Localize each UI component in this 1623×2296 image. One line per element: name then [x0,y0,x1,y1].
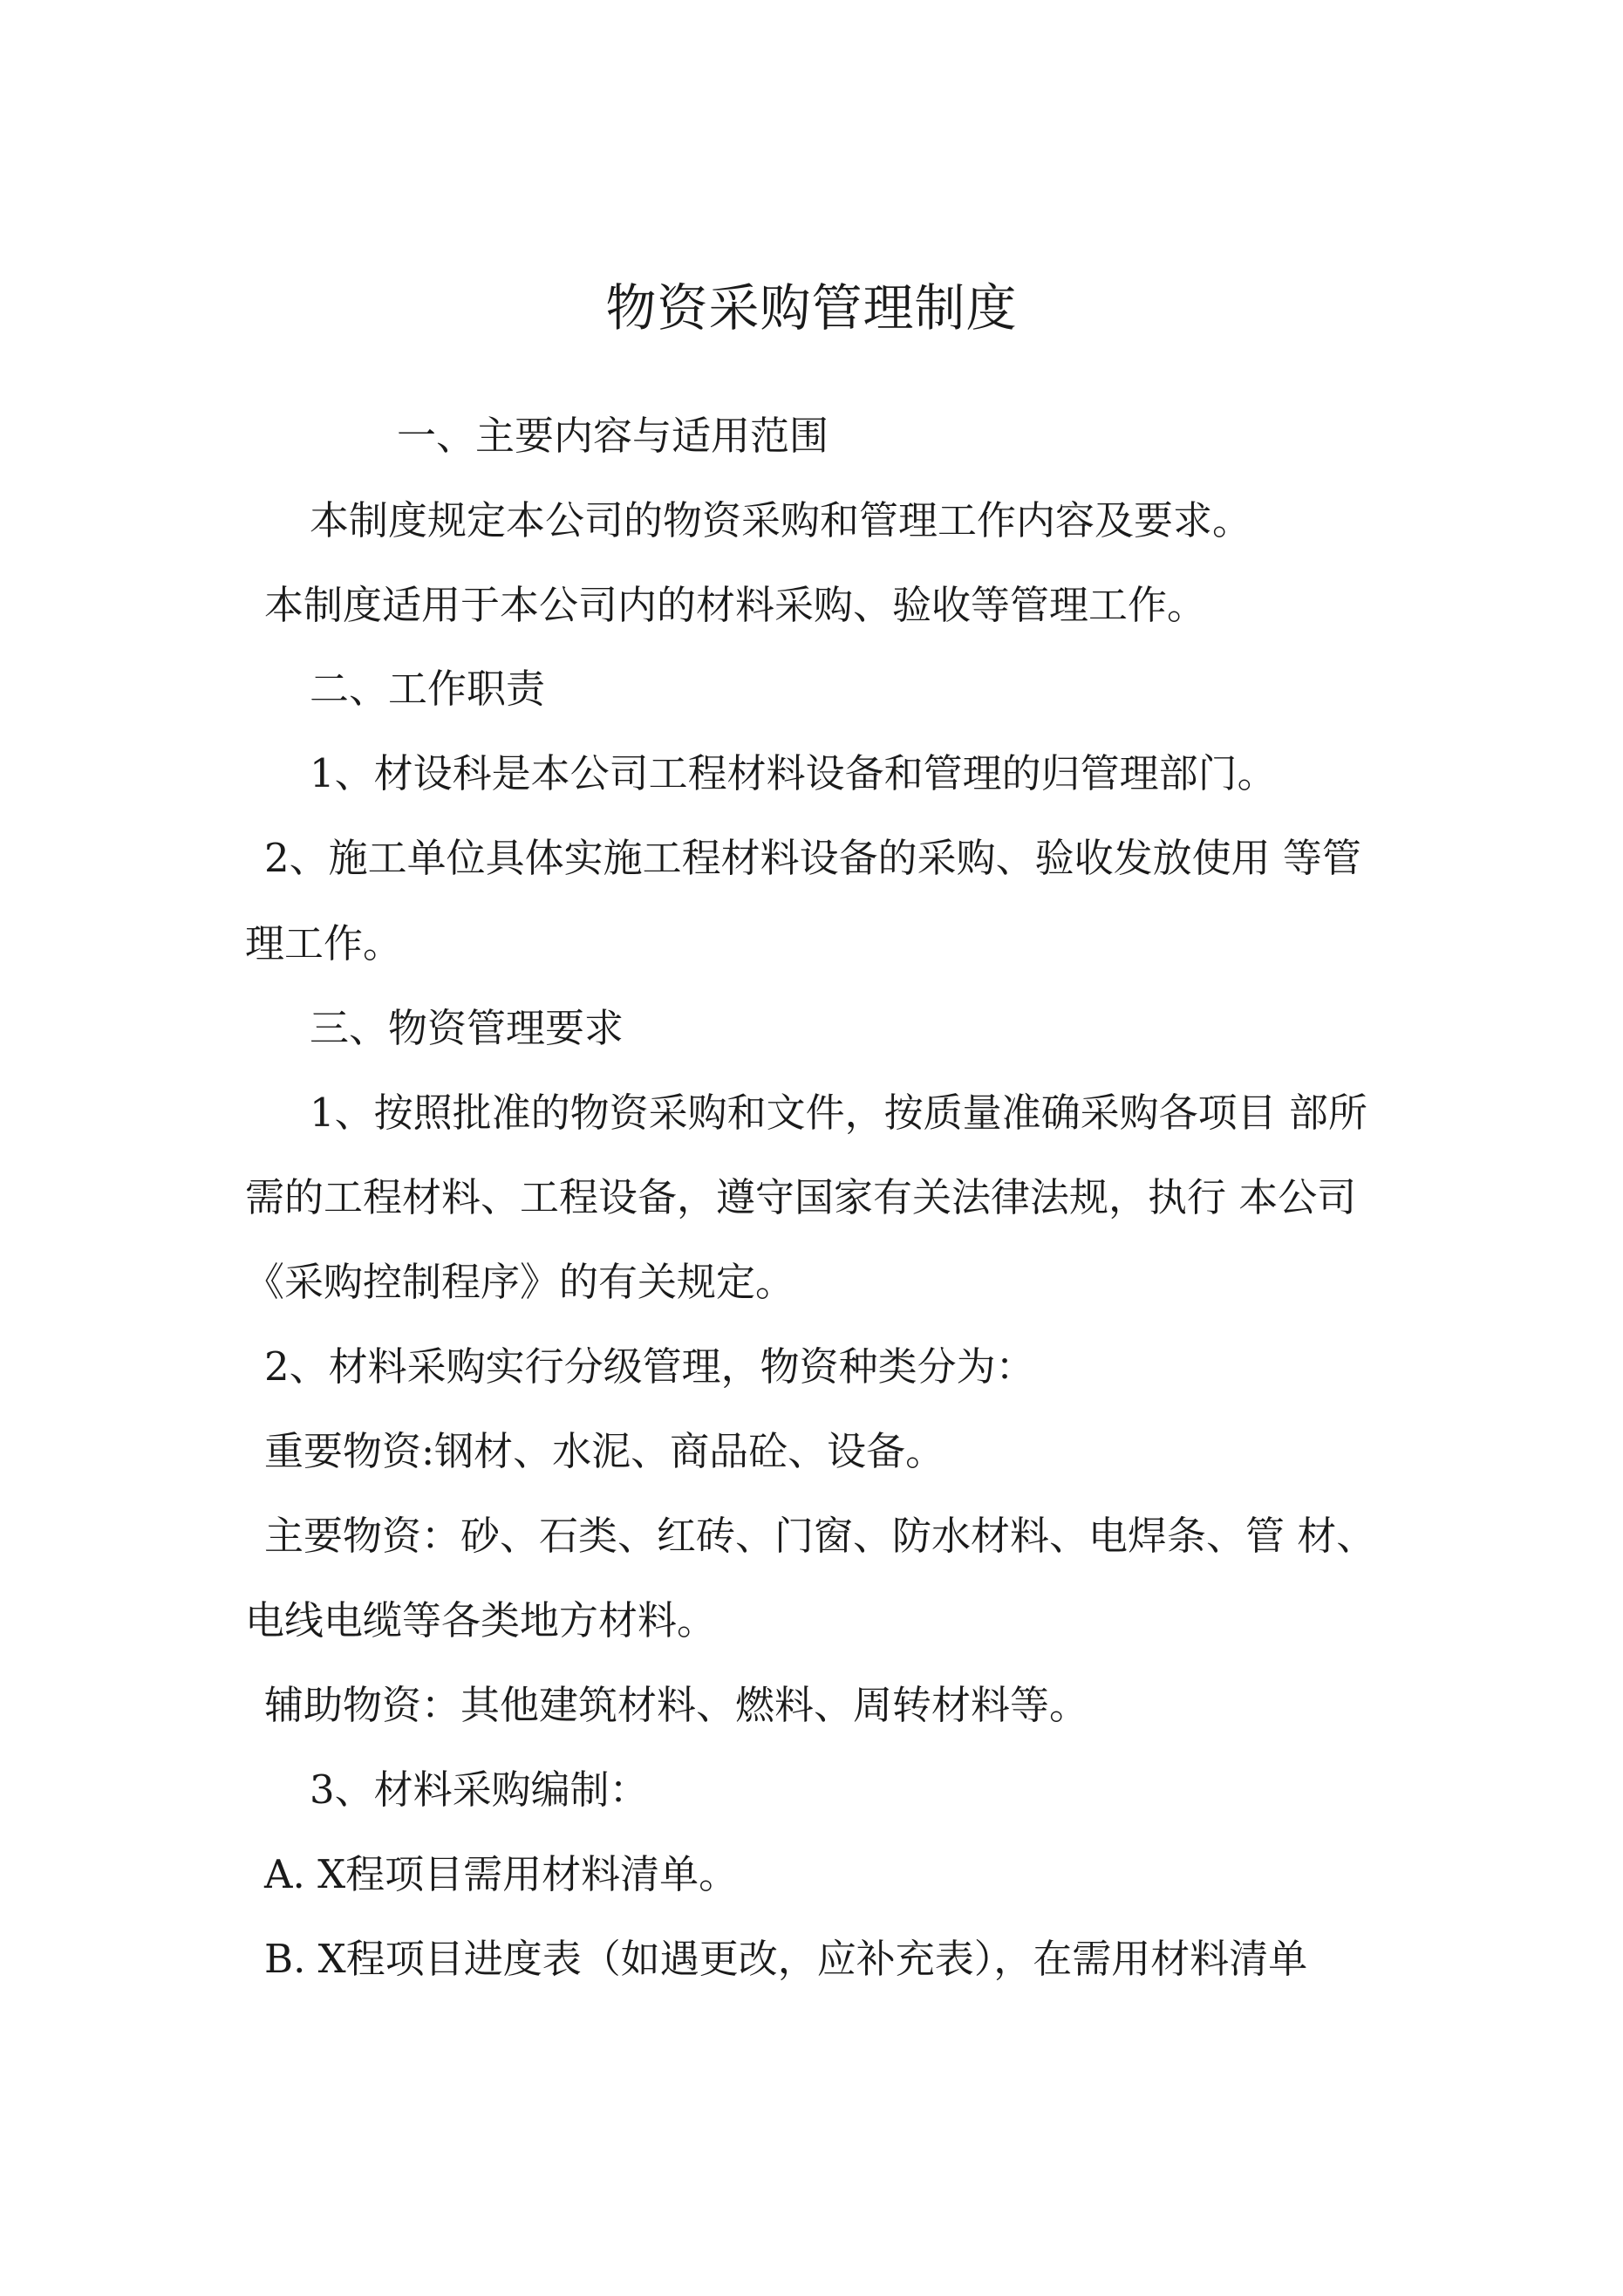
list-item: B. X程项目进度表（如遇更改，应补充表），在需用材料清单 [264,1936,1308,1982]
paragraph-line: 《采购控制程序》的有关规定。 [245,1259,795,1305]
paragraph-line: 2、施工单位具体实施工程材料设备的采购、验收发放使用 等管 [264,835,1361,881]
paragraph-line: 主要物资：砂、石类、红砖、门窗、防水材料、电焊条、管 材、 [264,1513,1376,1559]
paragraph-line: 3、材料采购编制： [310,1766,649,1813]
document-title: 物资采购管理制度 [605,278,1018,338]
section-heading-duties: 二、工作职责 [310,666,546,712]
paragraph-line: 电线电缆等各类地方材料。 [245,1597,717,1643]
paragraph-line: 2、材料采购实行分级管理，物资种类分为： [264,1343,1035,1390]
paragraph-line: 重要物资:钢材、水泥、商品砼、设备。 [264,1428,945,1474]
list-item: A. X程项目需用材料清单。 [264,1851,739,1897]
section-heading-requirements: 三、物资管理要求 [310,1005,624,1051]
paragraph-line: 1、材设科是本公司工程材料设备和管理的归管理部门。 [310,750,1277,796]
section-heading-scope: 一、主要内容与适用范围 [397,413,829,459]
paragraph-line: 辅助物资：其他建筑材料、燃料、周转材料等。 [264,1682,1089,1728]
paragraph-line: 需的工程材料、工程设备，遵守国家有关法律法规，执行 本公司 [245,1174,1357,1220]
paragraph-line: 本制度适用于本公司内的材料采购、验收等管理工作。 [264,582,1207,628]
paragraph-line: 本制度规定本公司的物资采购和管理工作内容及要求。 [310,497,1252,543]
paragraph-line: 1、按照批准的物资采购和文件，按质量准确采购各项目 部所 [310,1090,1367,1136]
paragraph-line: 理工作。 [245,920,403,967]
